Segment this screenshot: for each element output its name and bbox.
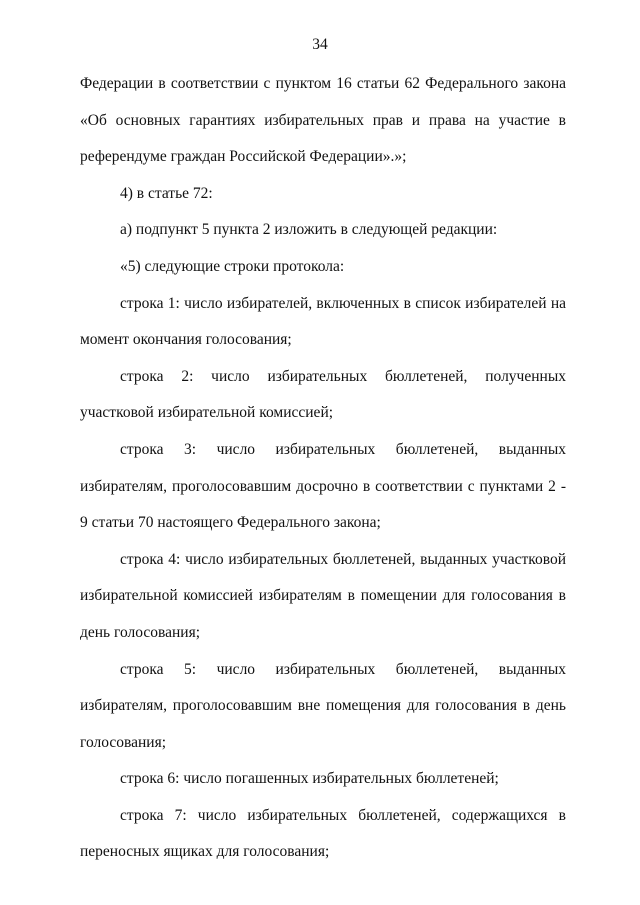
document-body (80, 66, 566, 871)
paragraph-line-6: строка 6: число погашенных избирательных бюллетеней; (120, 770, 499, 788)
paragraph-line-1: строка 1: число избирателей, включенных в список избирателей на момент окончания голосования; (80, 294, 566, 349)
paragraph-continuation: Федерации в соответствии с пунктом 16 статьи 62 Федерального закона «Об основных гарантиях избирательных прав и права на участие в референдуме граждан Российской Федерации».»; (80, 75, 566, 166)
paragraph-line-3: строка 3: число избирательных бюллетеней, выданных избирателям, проголосовавшим досрочно в соответствии с пунктами 2 - 9 статьи 70 настоящего Федерального закона; (80, 440, 566, 532)
paragraph-line-7: строка 7: число избирательных бюллетеней, содержащихся в переносных ящиках для голосования; (80, 806, 566, 861)
page-number: 34 (312, 36, 328, 53)
paragraph-line-4: строка 4: число избирательных бюллетеней, выданных участковой избирательной комиссией избирателям в помещении для голосования в день голосования; (80, 550, 566, 641)
paragraph-article-72: 4) в статье 72: (120, 184, 213, 202)
paragraph-protocol-lines: «5) следующие строки протокола: (120, 257, 345, 275)
paragraph-line-5: строка 5: число избирательных бюллетеней, выданных избирателям, проголосовавшим вне помещения для голосования в день голосования; (80, 660, 566, 751)
paragraph-subpoint-a: а) подпункт 5 пункта 2 изложить в следующей редакции: (120, 221, 498, 239)
paragraph-line-2: строка 2: число избирательных бюллетеней, полученных участковой избирательной комиссией; (80, 367, 566, 422)
